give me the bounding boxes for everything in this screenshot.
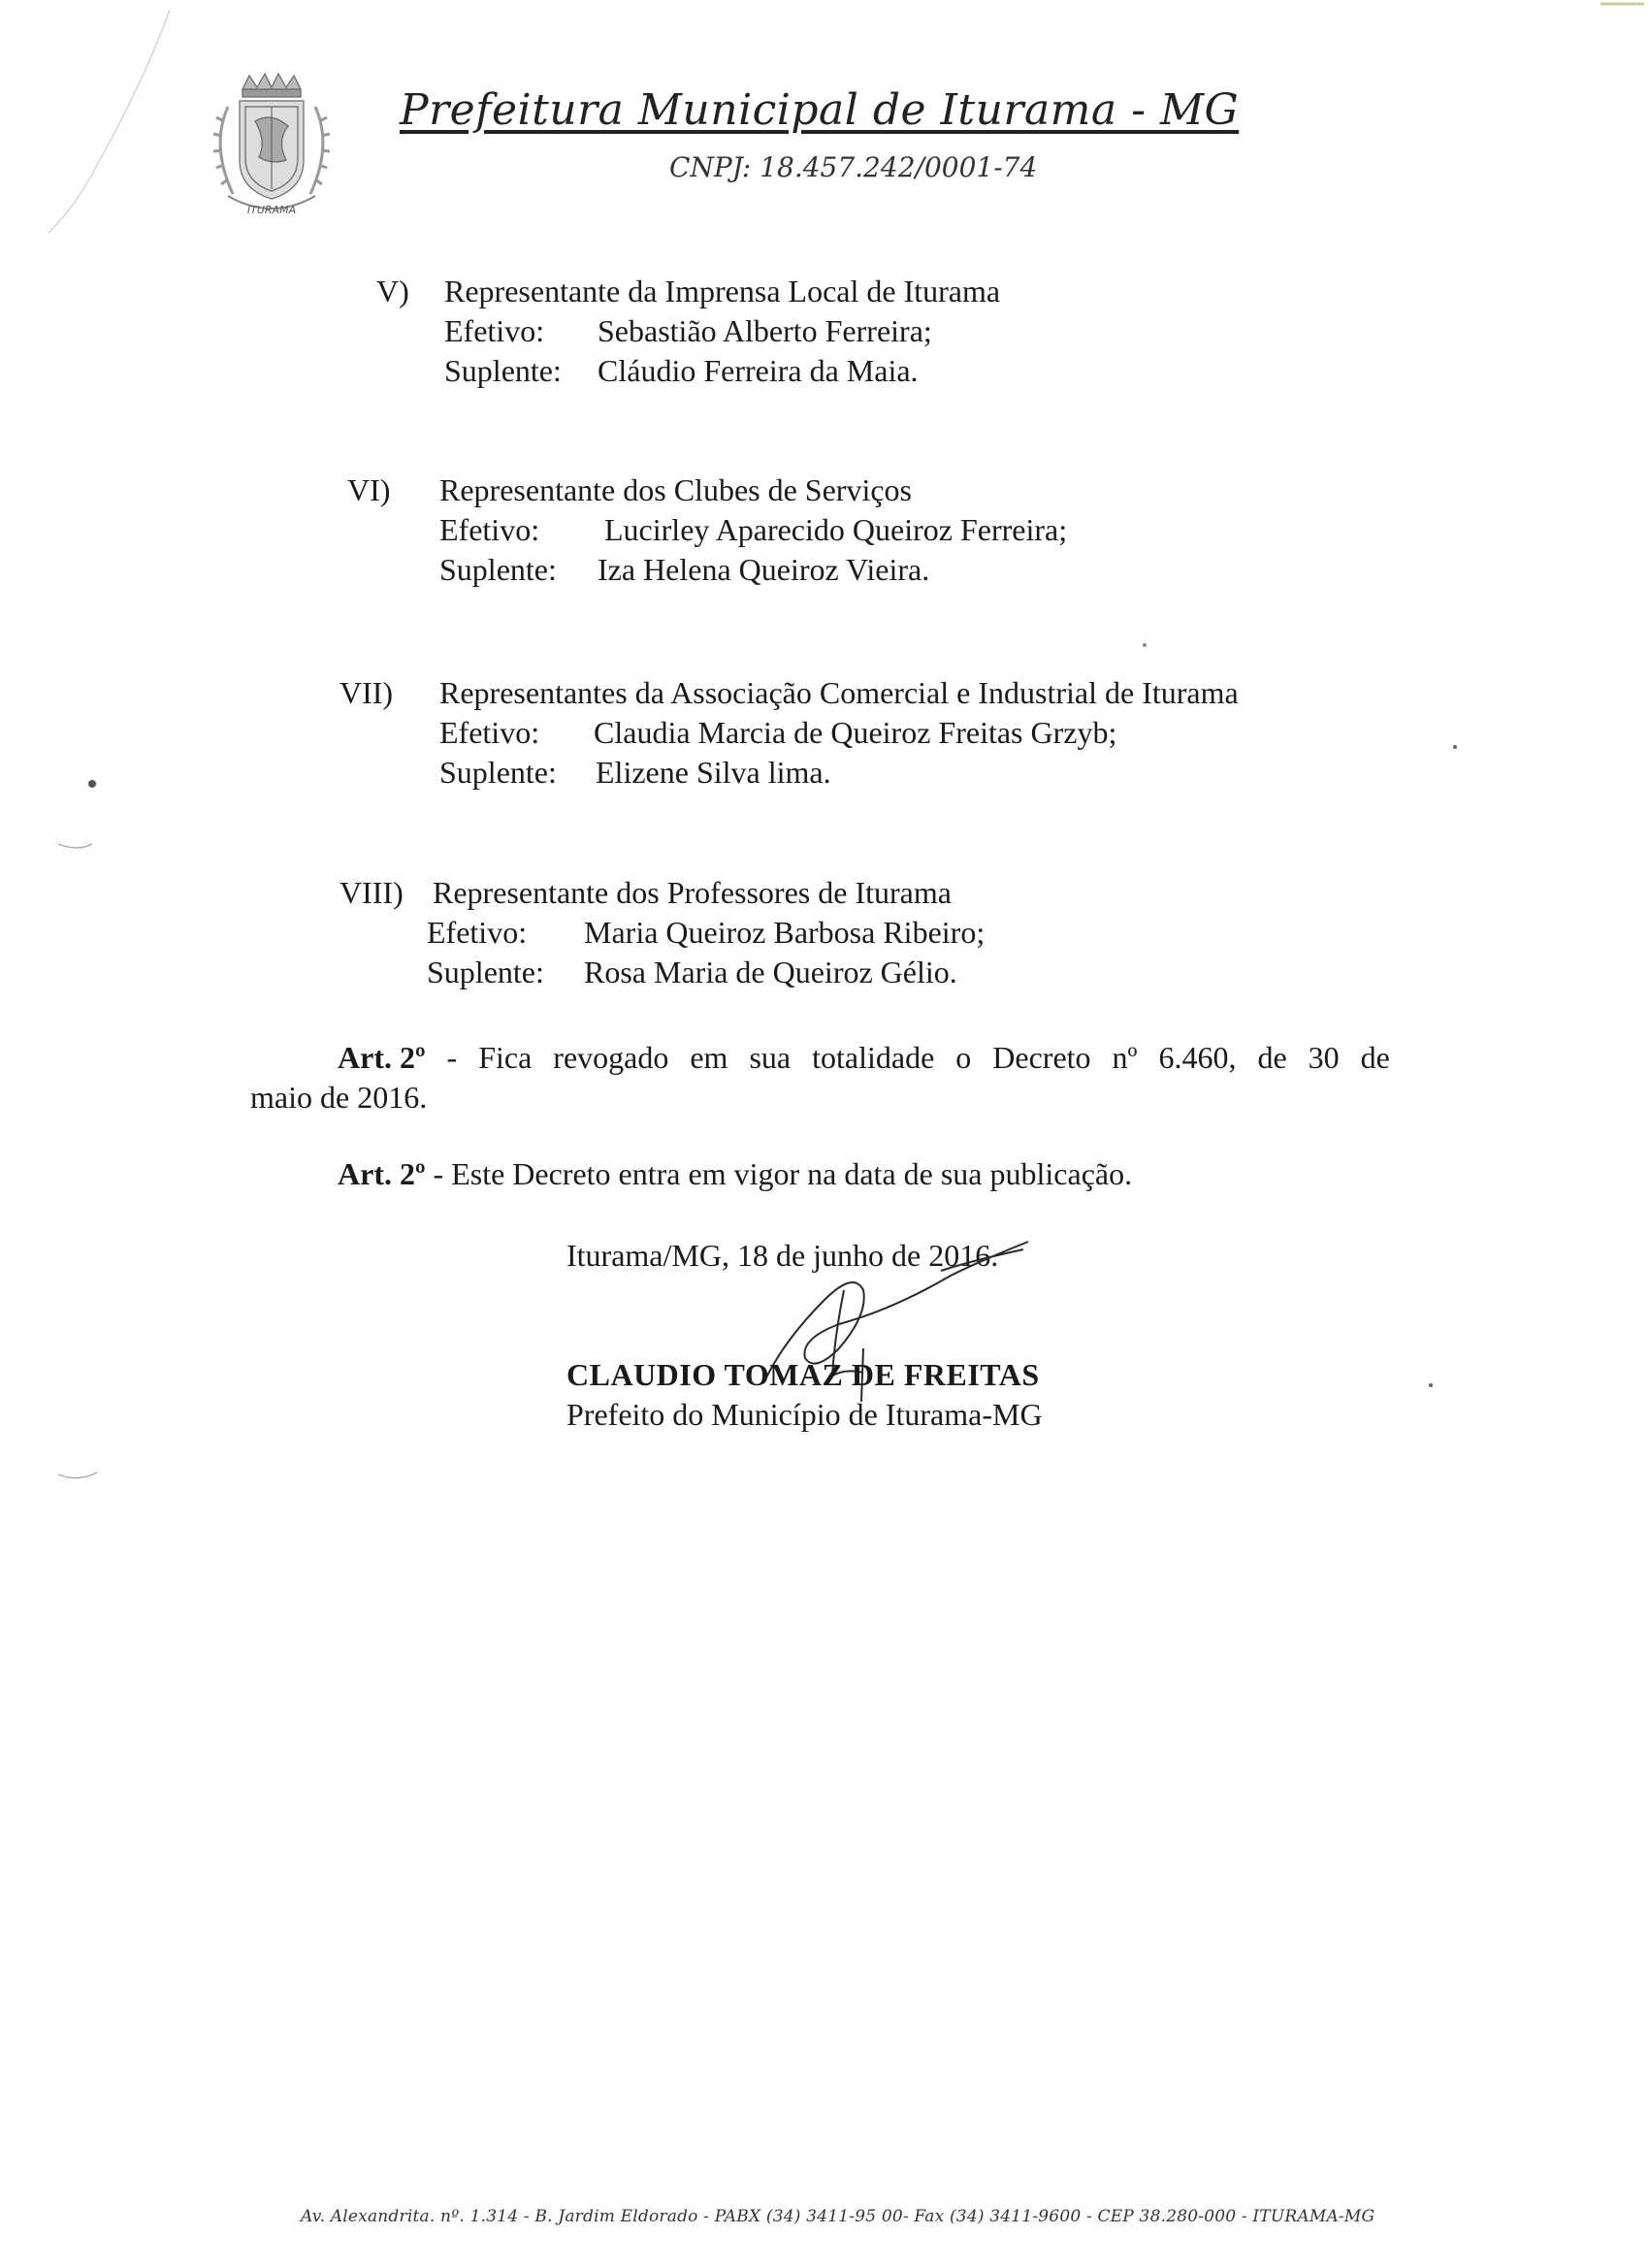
article-word: totalidade	[812, 1040, 935, 1075]
article-word: Decreto	[992, 1040, 1091, 1075]
suplente-label: Suplente:	[439, 552, 557, 587]
article-word: revogado	[553, 1040, 669, 1075]
efetivo-name: Sebastião Alberto Ferreira;	[598, 313, 932, 348]
efetivo-label: Efetivo:	[439, 715, 540, 750]
signing-date: Iturama/MG, 18 de junho de 2016.	[566, 1238, 999, 1273]
signer-role: Prefeito do Município de Iturama-MG	[566, 1397, 1043, 1432]
representative-title: Representantes da Associação Comercial e Industrial de Iturama	[439, 675, 1239, 710]
suplente-label: Suplente:	[427, 955, 544, 989]
header-title: Prefeitura Municipal de Iturama - MG	[400, 85, 1240, 135]
article-word: 30	[1308, 1040, 1340, 1075]
footer-address: Av. Alexandrita. nº. 1.314 - B. Jardim Eldorado - PABX (34) 3411-95 00- Fax (34) 3411-9600 - CEP 38.280-000 - ITURAMA-MG	[301, 2207, 1375, 2226]
article-word: nº	[1112, 1040, 1138, 1075]
header-cnpj: CNPJ: 18.457.242/0001-74	[669, 151, 1038, 183]
signer-name: CLAUDIO TOMAZ DE FREITAS	[566, 1357, 1040, 1392]
article-word: 6.460,	[1158, 1040, 1237, 1075]
representative-numeral: V)	[376, 274, 409, 308]
article-revocation-line2: maio de 2016.	[250, 1080, 428, 1115]
suplente-name: Cláudio Ferreira da Maia.	[598, 353, 919, 388]
suplente-label: Suplente:	[444, 353, 562, 388]
article-effective-text: - Este Decreto entra em vigor na data de sua publicação.	[425, 1156, 1133, 1191]
suplente-name: Rosa Maria de Queiroz Gélio.	[584, 955, 957, 989]
article-word: de	[1360, 1040, 1390, 1075]
article-label: Art. 2º	[338, 1040, 426, 1075]
representative-numeral: VII)	[340, 675, 394, 710]
representative-title: Representante da Imprensa Local de Iturama	[444, 274, 1001, 308]
efetivo-name: Lucirley Aparecido Queiroz Ferreira;	[604, 512, 1068, 547]
representative-title: Representante dos Clubes de Serviços	[439, 472, 912, 507]
article-label: Art. 2º	[338, 1156, 426, 1191]
suplente-label: Suplente:	[439, 755, 557, 790]
article-word: em	[690, 1040, 728, 1075]
seal-text: ITURAMA	[246, 204, 297, 216]
representative-title: VIII) Representante dos Professores de Iturama	[340, 873, 985, 913]
efetivo-label: Efetivo:	[439, 512, 540, 547]
article-word: Fica	[478, 1040, 533, 1075]
article-word: sua	[749, 1040, 792, 1075]
article-word: de	[1257, 1040, 1287, 1075]
representative-numeral: VIII)	[340, 875, 404, 910]
suplente-name: Elizene Silva lima.	[596, 755, 831, 790]
representative-numeral: VI)	[347, 472, 391, 507]
efetivo-name: Claudia Marcia de Queiroz Freitas Grzyb;	[594, 715, 1117, 750]
efetivo-label: Efetivo:	[444, 313, 545, 348]
article-word: -	[446, 1040, 458, 1075]
efetivo-label: Efetivo:	[427, 915, 528, 950]
article-word: o	[955, 1040, 972, 1075]
suplente-name: Iza Helena Queiroz Vieira.	[598, 552, 930, 587]
efetivo-name: Maria Queiroz Barbosa Ribeiro;	[584, 915, 986, 950]
